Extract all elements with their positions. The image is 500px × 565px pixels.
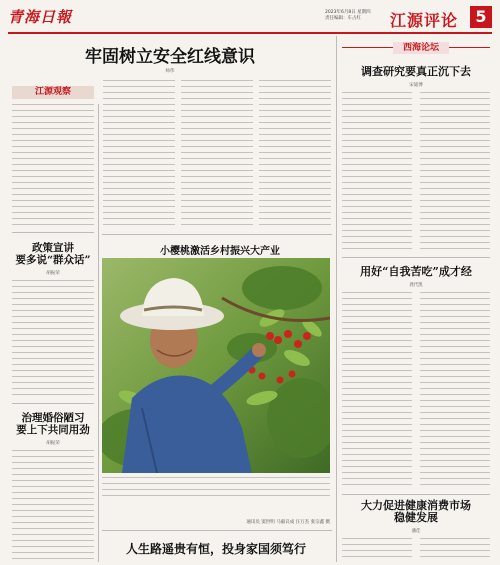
masthead-info	[325, 10, 387, 22]
photo-feature-title: 小樱桃激活乡村振兴大产业	[160, 246, 280, 257]
xihai-forum-tag: 西海论坛	[393, 42, 449, 54]
section-title: 江源评论	[390, 11, 459, 30]
right-article-1-col-1	[342, 92, 412, 252]
left-article-1-body	[12, 280, 94, 398]
main-byline: 师伟	[165, 69, 175, 74]
right-article-3-byline: 潘佳	[411, 529, 421, 534]
column-tag: 江源观察	[12, 86, 94, 99]
right-divider-2	[342, 494, 490, 495]
right-article-2-title: 用好“自我苦吃”成才经	[360, 265, 472, 278]
masthead-rule	[8, 32, 492, 34]
photo-bottom-rule	[102, 530, 332, 531]
cherry-farmer-photo	[102, 258, 330, 473]
right-divider-1	[342, 257, 490, 258]
column-divider-right	[336, 36, 337, 562]
date-line: 2023年6月8日 星期四	[325, 10, 371, 15]
right-article-2-byline: 龚代凯	[409, 283, 423, 288]
bottom-article-title: 人生路遥贵有恒，投身家国须笃行	[125, 542, 306, 556]
editor-line: 责任编辑：车占红	[325, 16, 361, 21]
photo-top-rule	[102, 234, 332, 235]
main-article-col-1	[103, 80, 175, 228]
left-divider-2	[12, 403, 94, 404]
right-article-3-title: 大力促进健康消费市场 稳健发展	[361, 499, 471, 524]
left-lead-text	[12, 104, 94, 228]
right-article-3-col-1	[342, 538, 412, 562]
newspaper-logo: 青海日報	[8, 8, 73, 26]
right-article-2-col-2	[420, 292, 490, 490]
right-article-1-title: 调查研究要真正沉下去	[361, 65, 471, 78]
right-article-2-col-1	[342, 292, 412, 490]
left-article-2-body	[12, 450, 94, 560]
photo-caption	[102, 477, 330, 497]
column-divider-left	[98, 104, 99, 562]
right-article-1-col-2	[420, 92, 490, 252]
right-article-3-col-2	[420, 538, 490, 562]
left-article-1-title: 政策宣讲 要多说“群众话”	[15, 242, 91, 266]
left-divider-1	[12, 232, 94, 233]
main-article-col-3	[259, 80, 331, 228]
right-article-1-byline: 宋迪博	[409, 83, 423, 88]
main-headline: 牢固树立安全红线意识	[85, 47, 255, 67]
main-article-col-2	[181, 80, 253, 228]
left-article-2-title: 治理婚俗陋习 要上下共同用劲	[16, 412, 90, 436]
page-number: 5	[470, 6, 492, 28]
left-article-1-byline: 胡振荣	[46, 271, 60, 276]
left-article-2-byline: 胡振荣	[46, 441, 60, 446]
photo-credit: 通讯员 窦世明 马毅议成 汪万杰 张宗鑫 摄	[246, 520, 330, 525]
